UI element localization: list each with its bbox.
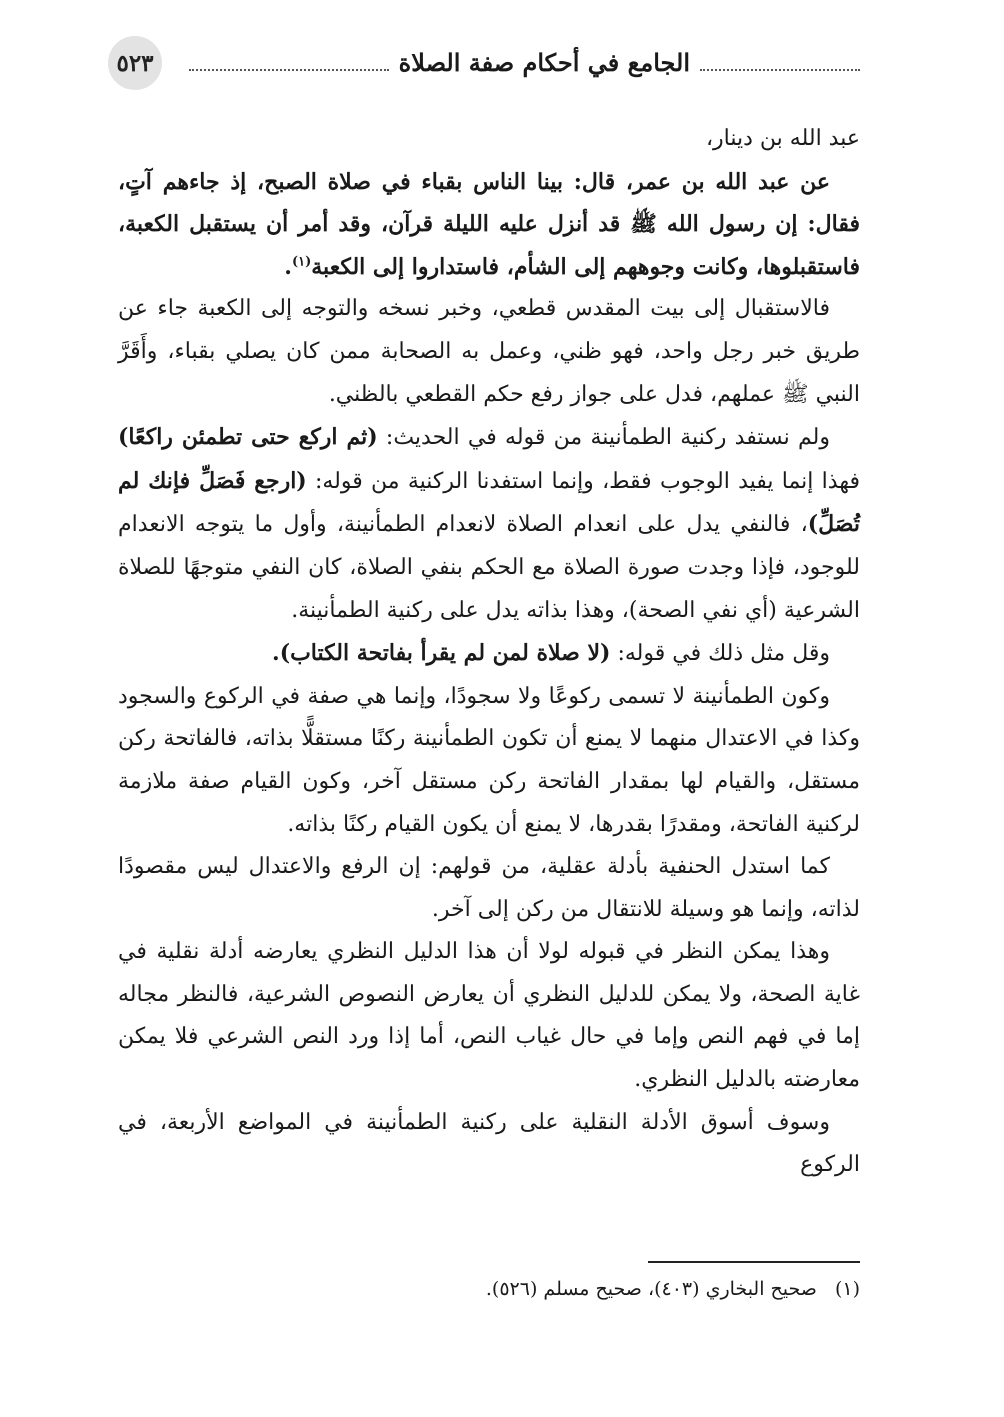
footnote-ref: (١) xyxy=(291,254,312,270)
hadith-end: . xyxy=(284,253,292,280)
p4-quote-2: (ارجع فَصَلِّ فإنك لم تُصَلِّ) xyxy=(118,467,860,538)
paragraph-7: كما استدل الحنفية بأدلة عقلية، من قولهم: إن الرفع والاعتدال ليس مقصودًا لذاته، وإنما هو وسيلة للانتقال من ركن إلى آخر. xyxy=(118,854,860,922)
hadith-text: عن عبد الله بن عمر، قال: بينا الناس بقباء في صلاة الصبح، إذ جاءهم آتٍ، فقال: إن رسول الله ﷺ قد أنزل عليه الليلة قرآن، وقد أمر أن يستقبل الكعبة، فاستقبلوها، وكانت وجوههم إلى الشأم، فاستداروا إلى الكعبة xyxy=(118,168,860,280)
footnote-text: صحيح البخاري (٤٠٣)، صحيح مسلم (٥٢٦). xyxy=(485,1278,817,1300)
paragraph-1: عبد الله بن دينار، xyxy=(705,126,860,151)
page-header xyxy=(108,36,860,100)
page-number-badge: ٥٢٣ xyxy=(108,36,162,90)
paragraph-6: وكون الطمأنينة لا تسمى ركوعًا ولا سجودًا، وإنما هي صفة في الركوع والسجود وكذا في الاعتدال منهما لا يمنع أن تكون الطمأنينة ركنًا مستقلًّا بذاته، فالفاتحة ركن مستقل، والقيام لها بمقدار الفاتحة ركن مستقل آخر، وكون القيام صفة ملازمة لركنية الفاتحة، ومقدرًا بقدرها، لا يمنع أن يكون القيام ركنًا بذاته. xyxy=(118,683,860,837)
footnote-divider xyxy=(648,1261,860,1263)
p5-text-a: وقل مثل ذلك في قوله: xyxy=(610,641,830,667)
header-dots-left xyxy=(189,69,389,71)
footnote-marker: (١) xyxy=(834,1278,860,1300)
p4-text-c: فهذا إنما يفيد الوجوب فقط، وإنما استفدنا الركنية من قوله: xyxy=(306,468,860,494)
p4-text-e: ، فالنفي يدل على انعدام الصلاة لانعدام الطمأنينة، وأول ما يتوجه الانعدام للوجود، فإذا وجدت صورة الصلاة مع الحكم بنفي الصلاة، كان النفي متوجهًا للصلاة الشرعية (أي نفي الصحة)، وهذا بذاته يدل على ركنية الطمأنينة. xyxy=(118,512,860,623)
paragraph-3: فالاستقبال إلى بيت المقدس قطعي، وخبر نسخه والتوجه إلى الكعبة جاء عن طريق خبر رجل واحد، فهو ظني، وعمل به الصحابة ممن كان يصلي بقباء، وأَقَرَّ النبي ﷺ عملهم، فدل على جواز رفع حكم القطعي بالظني. xyxy=(118,296,861,407)
paragraph-4 xyxy=(118,416,860,632)
book-title: الجامع في أحكام صفة الصلاة xyxy=(398,48,690,77)
header-dots-right xyxy=(700,69,860,71)
paragraph-hadith xyxy=(118,161,860,289)
p4-text-a: ولم نستفد ركنية الطمأنينة من قوله في الحديث: xyxy=(377,425,830,451)
paragraph-5 xyxy=(118,632,860,676)
running-header xyxy=(189,48,860,77)
page-body xyxy=(118,118,860,1187)
footnote xyxy=(144,1278,860,1300)
p4-quote-1: (ثم اركع حتى تطمئن راكعًا) xyxy=(118,424,378,451)
p5-quote: (لا صلاة لمن لم يقرأ بفاتحة الكتاب). xyxy=(272,640,611,667)
paragraph-9: وسوف أسوق الأدلة النقلية على ركنية الطمأنينة في المواضع الأربعة، في الركوع xyxy=(118,1109,860,1178)
paragraph-8: وهذا يمكن النظر في قبوله لولا أن هذا الدليل النظري يعارضه أدلة نقلية في غاية الصحة، ولا يمكن للدليل النظري أن يعارض النصوص الشرعية، فالنظر مجاله إما في فهم النص وإما في حال غياب النص، أما إذا ورد النص الشرعي فلا يمكن معارضته بالدليل النظري. xyxy=(118,939,860,1093)
